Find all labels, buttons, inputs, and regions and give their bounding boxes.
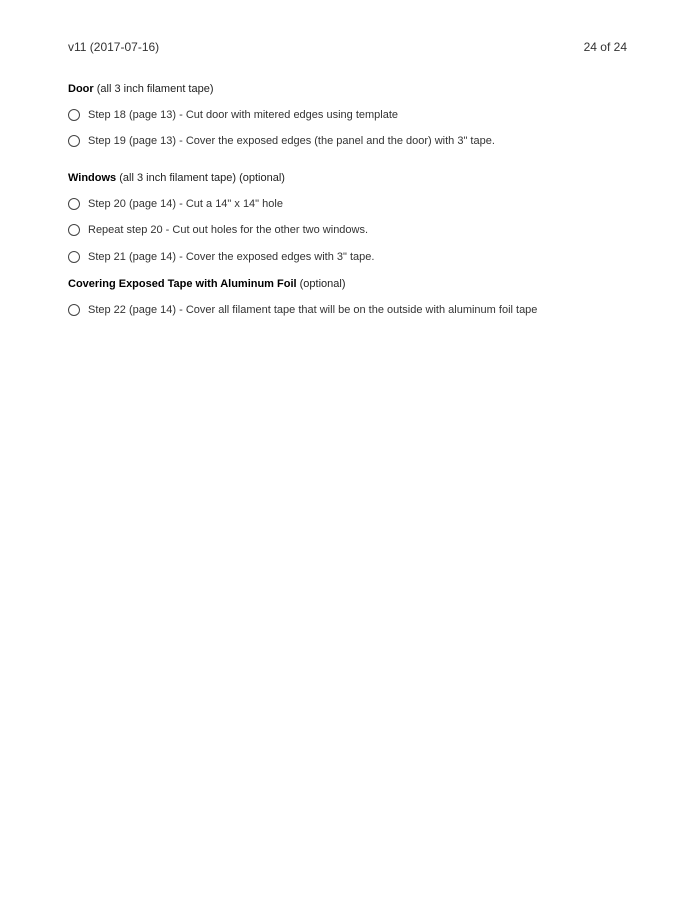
- checklist-item-label: Step 20 (page 14) - Cut a 14" x 14" hole: [88, 198, 283, 210]
- section-title: Covering Exposed Tape with Aluminum Foil: [68, 278, 297, 290]
- checklist-item-label: Repeat step 20 - Cut out holes for the other two windows.: [88, 224, 369, 236]
- checklist-item-label: Step 18 (page 13) - Cut door with mitered edges using template: [88, 109, 399, 121]
- radio-checkbox[interactable]: [68, 109, 80, 121]
- checklist-item: [68, 134, 495, 148]
- radio-checkbox[interactable]: [68, 251, 80, 263]
- page-number: 24 of 24: [583, 40, 627, 54]
- section-heading-windows: [68, 171, 285, 185]
- radio-checkbox[interactable]: [68, 198, 80, 210]
- document-version: v11 (2017-07-16): [68, 40, 160, 54]
- section-subtitle: (all 3 inch filament tape) (optional): [116, 172, 285, 184]
- section-heading-door: [68, 82, 214, 96]
- checklist-item: [68, 303, 537, 317]
- radio-checkbox[interactable]: [68, 135, 80, 147]
- checklist-item-label: Step 21 (page 14) - Cover the exposed edges with 3" tape.: [88, 251, 375, 263]
- section-subtitle: (optional): [296, 278, 346, 290]
- radio-checkbox[interactable]: [68, 224, 80, 236]
- checklist-item-label: Step 22 (page 14) - Cover all filament tape that will be on the outside with aluminum foil tape: [88, 304, 538, 316]
- page-header: [68, 40, 627, 58]
- section-title: Windows: [68, 172, 117, 184]
- checklist-item: [68, 197, 283, 211]
- checklist-item: [68, 223, 368, 237]
- section-subtitle: (all 3 inch filament tape): [93, 83, 214, 95]
- checklist-item: [68, 250, 374, 264]
- section-title: Door: [68, 83, 94, 95]
- section-heading-aluminum-foil: [68, 277, 346, 291]
- checklist-item: [68, 108, 398, 122]
- checklist-item-label: Step 19 (page 13) - Cover the exposed edges (the panel and the door) with 3" tape.: [88, 135, 495, 147]
- radio-checkbox[interactable]: [68, 304, 80, 316]
